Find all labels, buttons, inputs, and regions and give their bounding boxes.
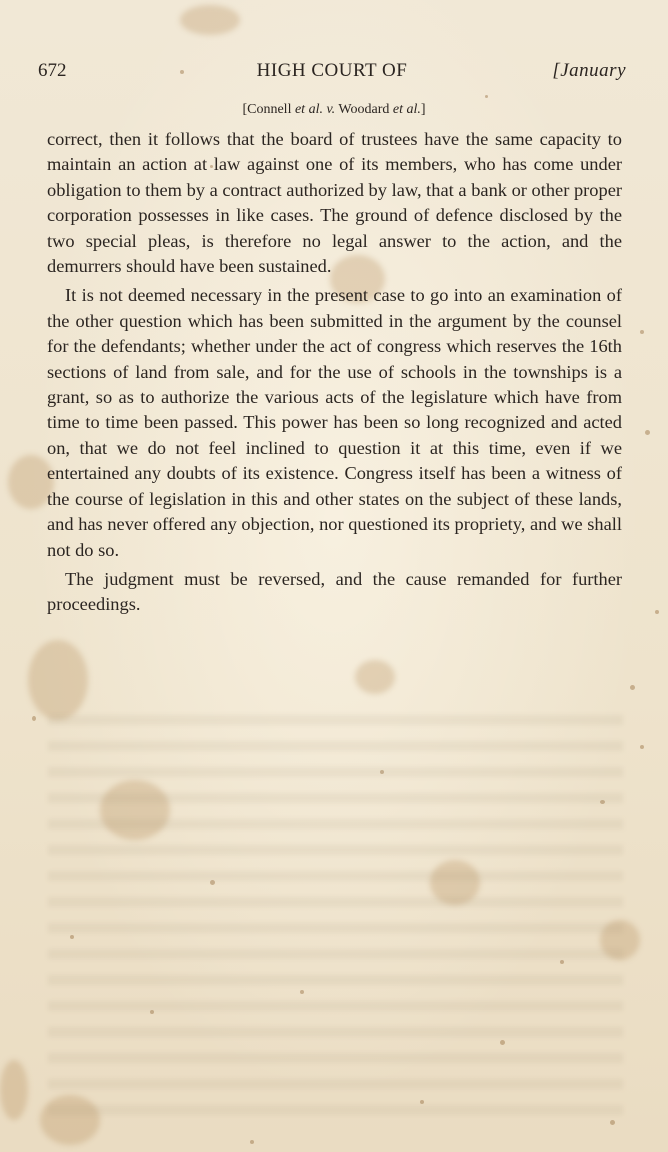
paragraph-judgment: The judgment must be reversed, and the cause remanded for further proceedings. (47, 568, 622, 615)
bleed-through-line (48, 949, 623, 959)
speck (150, 1010, 154, 1014)
caption-et-al-1: et al. (294, 102, 323, 117)
stain (600, 920, 640, 960)
stain (0, 1060, 28, 1120)
speck (250, 1140, 254, 1144)
bleed-through-line (48, 793, 623, 803)
bleed-through-line (48, 767, 623, 777)
speck (500, 1040, 505, 1045)
running-date: [January (552, 60, 626, 81)
bleed-through-line (48, 845, 623, 855)
speck (655, 610, 659, 614)
page-number: 672 (38, 60, 67, 81)
bleed-through-line (48, 923, 623, 933)
stain (430, 860, 480, 905)
speck (70, 935, 74, 939)
bleed-through-line (48, 1079, 623, 1089)
speck (32, 716, 36, 721)
speck (640, 745, 644, 749)
bleed-through-line (48, 715, 623, 725)
bleed-through-line (48, 1027, 623, 1037)
caption-et-al-2: et al. (392, 102, 421, 117)
speck (560, 960, 564, 964)
caption-versus: v. (326, 102, 336, 117)
bleed-through-line (48, 871, 623, 881)
speck (630, 685, 635, 690)
paragraph-continuation: correct, then it follows that the board of trustees have the same capacity to maintain an action at law against one of its members, who has come under obligation to them by a contract authorized by law, that a bank or other proper corporation possesses in like cases. The ground of defence disclosed by the two special pleas, is therefore no legal answer to the action, and the demurrers should have been sustained. (47, 129, 622, 277)
bleed-through-line (48, 741, 623, 751)
bleed-through-line (48, 1105, 623, 1115)
stain (40, 1095, 100, 1145)
opinion-body (47, 127, 622, 618)
bleed-through-line (48, 1053, 623, 1063)
speck (210, 880, 215, 885)
case-caption (0, 102, 668, 118)
stain (180, 5, 240, 35)
running-header (38, 60, 626, 86)
speck (600, 800, 605, 804)
bleed-through-line (48, 1001, 623, 1011)
speck (300, 990, 304, 994)
running-title: HIGH COURT OF (256, 60, 408, 81)
stain (355, 660, 395, 694)
caption-close-bracket: ] (420, 102, 426, 117)
bleed-through-line (48, 897, 623, 907)
caption-party-1: Connell (247, 102, 292, 117)
stain (28, 640, 88, 720)
bleed-through-line (48, 819, 623, 829)
speck (610, 1120, 615, 1125)
speck (485, 95, 488, 98)
speck (380, 770, 384, 774)
stain (100, 780, 170, 840)
caption-party-2: Woodard (338, 102, 390, 117)
caption-open-bracket: [ (242, 102, 248, 117)
paragraph: It is not deemed necessary in the present case to go into an examination of the other question which has been submitted in the argument by the counsel for the defendants; whether under the act of congress which reserves the 16th sections of land from sale, and for the use of schools in the townships is a grant, so as to authorize the various acts of the legislature which have from time to time been passed. This power has been so long recognized and acted on, that we do not feel inclined to question it at this time, even if we entertained any doubts of its existence. Congress itself has been a witness of the course of legislation in this and other states on the subject of these lands, and has never offered any objection, nor questioned its propriety, and we shall not do so. (47, 285, 622, 560)
bleed-through-line (48, 975, 623, 985)
speck (640, 330, 644, 334)
speck (645, 430, 650, 435)
speck (420, 1100, 424, 1104)
